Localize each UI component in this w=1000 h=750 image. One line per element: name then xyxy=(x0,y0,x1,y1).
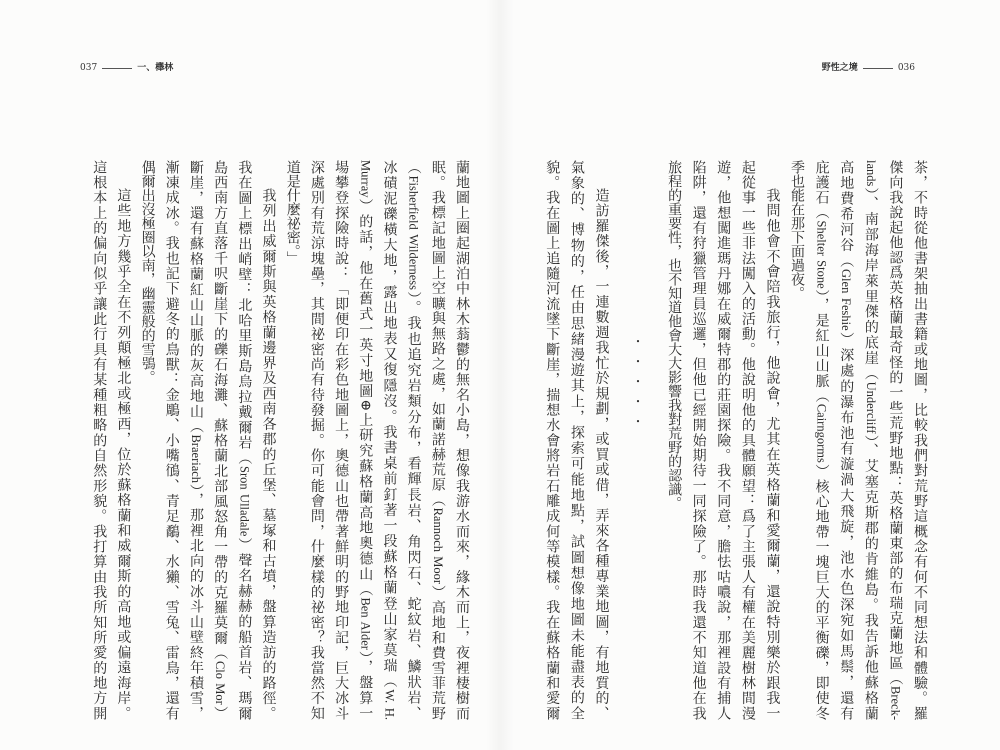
latin-term: Glen Feshie xyxy=(839,269,854,331)
page-number-left: 037 xyxy=(80,63,98,73)
running-head-rule xyxy=(102,68,132,69)
text-column: 我問他會不會陪我旅行，他說會，尤其在英格蘭和愛爾蘭，還說特別樂於跟我一 xyxy=(764,188,781,720)
text-column: 眠。我標記地圖上空曠與無路之處，如蘭諾赫荒原（Rannoch Moor）高地和費雪菲荒野 xyxy=(429,160,446,721)
text-column: 旅程的重要性，也不知道他會大大影響我對荒野的認識。 xyxy=(666,160,683,510)
text-column: 起從事一些非法闖入的活動。他說明他的具體願望：爲了主張人有權在美麗樹林間漫 xyxy=(739,160,756,720)
text-column: 偶爾出沒極圈以南，幽靈般的雪鴞。 xyxy=(139,160,156,384)
text-column: 這些地方幾乎全在不列顛極北或極西，位於蘇格蘭和威爾斯的高地或偏遠海岸。 xyxy=(115,188,132,720)
running-head-rule xyxy=(863,68,893,69)
latin-term: Undercliff xyxy=(863,381,878,434)
section-break-dots: ・・・・・ xyxy=(630,335,645,435)
latin-term: Cairngorms xyxy=(814,403,829,463)
text-column: 遊，他想闖進瑪丹娜在威爾特郡的莊園探險。我不同意，膽怯咕噥說，那裡設有捕人 xyxy=(715,160,732,720)
running-head-right xyxy=(822,62,915,74)
text-column: 漸凍成冰。我也記下避冬的鳥獸：金鵰、小嘴鴴、青足鷸、水獺、雪兔、雷鳥，還有 xyxy=(163,160,180,720)
left-page-body xyxy=(87,160,474,720)
latin-term: Breck- xyxy=(888,685,903,720)
book-title: 野性之境 xyxy=(821,63,858,73)
latin-term: Ben Alder xyxy=(358,597,373,650)
running-head-left xyxy=(80,62,173,74)
text-column: 場攀登探險時說：「即便印在彩色地圖上，奧德山也帶著鮮明的野地印記，巨大冰斗 xyxy=(333,160,350,720)
text-column: 高地費希河谷（Glen Feshie）深處的瀑布池有漩渦大飛旋，池水色深宛如馬鬃，還有 xyxy=(838,160,855,721)
text-column: 庇護石（Shelter Stone），是紅山山脈（Cairngorms）核心地帶一塊巨大的平衡礫，即使冬 xyxy=(813,160,830,721)
text-column: 茶，不時從他書架抽出書籍或地圖，比較我們對荒野這概念有何不同想法和體驗。羅 xyxy=(912,160,928,720)
text-column: 斷崖，還有蘇格蘭紅山山脈的灰高地山（Braeriach），那裡北向的冰斗山壁終年積雪， xyxy=(187,160,204,721)
latin-term: Shelter Stone xyxy=(814,220,829,289)
latin-term: Rannoch Moor xyxy=(430,507,445,585)
text-column: lands）、南部海岸萊里傑的底崖（Undercliff）、艾塞克斯郡的肯維島。我告訴他蘇格蘭 xyxy=(862,160,879,721)
text-column: （Fisherfield Wilderness）。我也追究岩類分布，看輝長岩、角閃石、蛇紋岩、鱗狀岩、 xyxy=(405,160,422,721)
page-number-right: 036 xyxy=(897,63,915,73)
text-column: Murray）的話，他在舊式一英寸地圖⊕上研究蘇格蘭高地奧德山（Ben Alder），盤算一 xyxy=(357,160,374,721)
latin-term: Braeriach xyxy=(188,434,203,484)
latin-term: Fisherfield Wilderness xyxy=(406,175,421,291)
latin-term: Murray xyxy=(358,160,373,198)
latin-term: Sron Ulladale xyxy=(237,466,252,537)
text-column: 季也能在那下面過夜。 xyxy=(789,160,806,300)
latin-term: lands xyxy=(863,160,878,187)
text-column: 貌。我在圖上追隨河流墜下斷崖，揣想水會將岩石雕成何等模樣。我在蘇格蘭和愛爾 xyxy=(544,160,561,720)
text-column: 道是什麼祕密。」 xyxy=(284,160,301,265)
text-column: 我列出威爾斯與英格蘭邊界及西南各郡的丘堡、墓塚和古墳，盤算造訪的路徑。 xyxy=(260,188,277,720)
latin-term: Clo Mor xyxy=(213,660,228,705)
page-gutter xyxy=(486,0,514,750)
text-column: 氣象的、博物的，任由思緒漫遊其上，探索可能地點，試圖想像地圖未能盡表的全 xyxy=(568,160,585,720)
text-column: 冰磧泥礫橫大地，露出地表又復隱沒。我書桌前釘著一段蘇格蘭登山家莫瑞（W. H. xyxy=(381,160,398,720)
text-column: 造訪羅傑後，一連數週我忙於規劃，或買或借，弄來各種專業地圖，有地質的、 xyxy=(593,188,610,720)
latin-term: W. H. xyxy=(382,689,397,720)
text-column: 陷阱，還有狩獵管理員巡邏，但他已經開始期待一同探險了。那時我還不知道他在我 xyxy=(690,160,707,720)
text-column: 島西南方直落千呎斷崖下的礫石海灘、蘇格蘭北部風怒角一帶的克羅莫爾（Clo Mor） xyxy=(212,160,229,721)
section-break xyxy=(613,160,661,720)
right-page-body xyxy=(540,160,932,720)
chapter-title: 一、櫸林 xyxy=(137,63,174,73)
text-column: 我在圖上標出峭壁：北哈里斯島烏拉戴爾岩（Sron Ulladale）聲名赫赫的船首岩、瑪爾 xyxy=(236,160,253,721)
text-column: 深處別有荒涼塊壘，其間祕密尚有待發掘。你可能會問，什麼樣的祕密？我當然不知 xyxy=(308,160,325,720)
text-column: 蘭地圖上圈起湖泊中林木蓊鬱的無名小島，想像我游水而來，緣木而上，夜裡棲樹而 xyxy=(454,160,470,720)
text-column: 傑向我說起他認爲英格蘭最奇怪的一些荒野地點：英格蘭東部的布瑞克蘭地區（Breck- xyxy=(887,160,904,720)
text-column: 這根本上的偏向似乎讓此行具有某種粗略的自然形貌。我打算由我所知所愛的地方開 xyxy=(91,160,108,720)
